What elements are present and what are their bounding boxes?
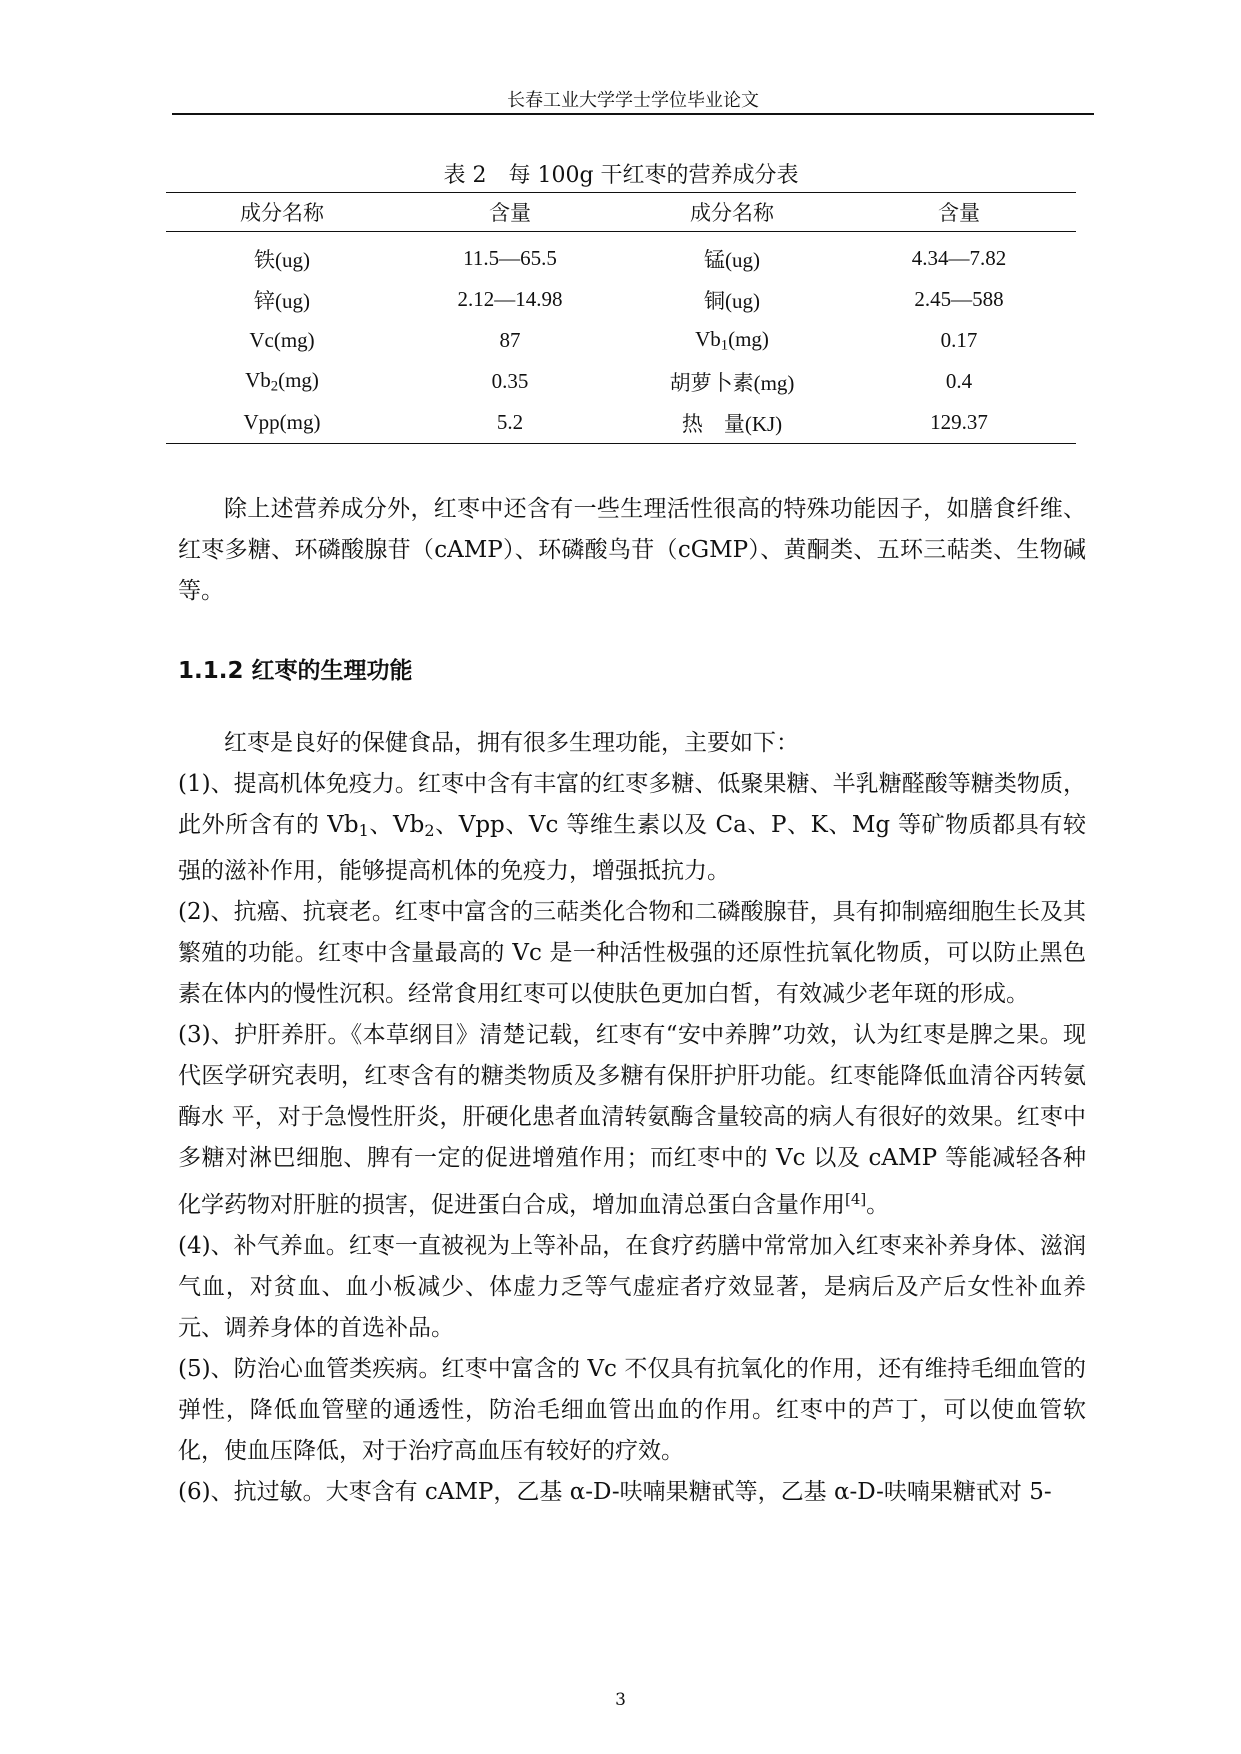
table-row bbox=[166, 402, 1076, 444]
table-cell: 2.45—588 bbox=[914, 287, 1004, 311]
table-cell: 0.4 bbox=[945, 369, 973, 393]
table-cell bbox=[622, 320, 842, 361]
section-body bbox=[178, 723, 1086, 1513]
intro-paragraph: 除上述营养成分外，红枣中还含有一些生理活性很高的特殊功能因子，如膳食纤维、红枣多糖、环磷酸腺苷（cAMP）、环磷酸鸟苷（cGMP）、黄酮类、五环三萜类、生物碱等。 bbox=[178, 496, 1086, 604]
page-number: 3 bbox=[615, 1690, 626, 1710]
citation-link[interactable]: [4] bbox=[845, 1190, 867, 1209]
cell-text: Vb bbox=[245, 367, 271, 392]
column-header: 含量 bbox=[398, 193, 622, 232]
subscript: 1 bbox=[720, 337, 729, 354]
table-cell: 129.37 bbox=[842, 402, 1076, 444]
table-row bbox=[166, 232, 1076, 280]
table-cell: 胡萝卜素(mg) bbox=[669, 370, 795, 395]
table-cell: 锰(ug) bbox=[704, 247, 760, 272]
table-row bbox=[166, 361, 1076, 402]
cell-text: Vb bbox=[695, 326, 721, 351]
table-header-row bbox=[166, 193, 1076, 232]
table-cell: 铁(ug) bbox=[254, 247, 310, 272]
lead-paragraph: 红枣是良好的保健食品，拥有很多生理功能，主要如下： bbox=[224, 730, 799, 756]
table-cell: 0.35 bbox=[491, 369, 529, 393]
table-cell: 5.2 bbox=[398, 402, 622, 444]
table-cell: 87 bbox=[499, 328, 521, 352]
item-text: 、Vpp、Vc 等维生素以及 Ca、P、K、Mg 等矿物质都具有较强的滋补作用，能够提高机体的免疫力，增强抵抗力。 bbox=[178, 812, 1086, 885]
table-caption: 表 2 每 100g 干红枣的营养成分表 bbox=[443, 163, 799, 188]
running-header: 长春工业大学学士学位毕业论文 bbox=[507, 90, 759, 111]
table-cell bbox=[166, 361, 398, 402]
table-cell: 热 量(KJ) bbox=[622, 402, 842, 444]
list-item bbox=[178, 1015, 1086, 1226]
section-heading: 1.1.2 红枣的生理功能 bbox=[178, 658, 413, 684]
item-text: (3)、护肝养肝。《本草纲目》清楚记载，红枣有“安中养脾”功效，认为红枣是脾之果。现代医学研究表明，红枣含有的糖类物质及多糖有保肝护肝功能。红枣能降低血清谷丙转氨酶水 平，对于急慢性肝炎，肝硬化患者血清转氨酶含量较高的病人有很好的效果。红枣中多糖对淋巴细胞、脾有一定的促进增殖作用；而红枣中的 Vc 以及 cAMP 等能减轻各种化学药物对肝脏的损害，促进蛋白合成，增加血清总蛋白含量作用 bbox=[178, 1022, 1086, 1219]
subscript: 1 bbox=[358, 821, 369, 841]
table-row bbox=[166, 320, 1076, 361]
table-cell: 2.12—14.98 bbox=[457, 287, 563, 311]
list-item: (6)、抗过敏。大枣含有 cAMP，乙基 α-D-呋喃果糖甙等，乙基 α-D-呋喃果糖甙对 5- bbox=[178, 1479, 1052, 1506]
table-cell: Vc(mg) bbox=[249, 328, 315, 352]
table-cell: 0.17 bbox=[940, 328, 978, 352]
table-row bbox=[166, 279, 1076, 320]
table-cell: 11.5—65.5 bbox=[463, 246, 557, 270]
subscript: 2 bbox=[270, 378, 279, 395]
list-item bbox=[178, 764, 1086, 892]
table-cell: 4.34—7.82 bbox=[911, 246, 1007, 270]
cell-text: (mg) bbox=[278, 367, 319, 392]
table-cell: Vpp(mg) bbox=[166, 402, 398, 444]
column-header: 含量 bbox=[842, 193, 1076, 232]
list-item: (5)、防治心血管类疾病。红枣中富含的 Vc 不仅具有抗氧化的作用，还有维持毛细血管的弹性，降低血管壁的通透性，防治毛细血管出血的作用。红枣中的芦丁，可以使血管软化，使血压降低，对于治疗高血压有较好的疗效。 bbox=[178, 1356, 1086, 1465]
item-text: 。 bbox=[866, 1192, 890, 1219]
list-item: (4)、补气养血。红枣一直被视为上等补品，在食疗药膳中常常加入红枣来补养身体、滋润气血，对贫血、血小板减少、体虚力乏等气虚症者疗效显著，是病后及产后女性补血养元、调养身体的首选补品。 bbox=[178, 1233, 1086, 1342]
cell-text: (mg) bbox=[728, 326, 769, 351]
list-item: (2)、抗癌、抗衰老。红枣中富含的三萜类化合物和二磷酸腺苷，具有抑制癌细胞生长及其繁殖的功能。红枣中含量最高的 Vc 是一种活性极强的还原性抗氧化物质，可以防止黑色素在体内的慢性沉积。经常食用红枣可以使肤色更加白皙，有效减少老年斑的形成。 bbox=[178, 899, 1086, 1008]
table-cell: 锌(ug) bbox=[254, 288, 310, 313]
subscript: 2 bbox=[424, 821, 435, 841]
table-cell: 铜(ug) bbox=[704, 288, 760, 313]
column-header: 成分名称 bbox=[622, 193, 842, 232]
column-header: 成分名称 bbox=[166, 193, 398, 232]
item-text: 、Vb bbox=[368, 812, 425, 838]
header-rule bbox=[172, 113, 1094, 115]
item-text: (1)、提高机体免疫力。红枣中含有丰富的红枣多糖、低聚果糖、半乳糖醛酸等糖类物质，此外所含有的 Vb bbox=[178, 771, 1086, 838]
nutrition-table bbox=[166, 192, 1076, 444]
